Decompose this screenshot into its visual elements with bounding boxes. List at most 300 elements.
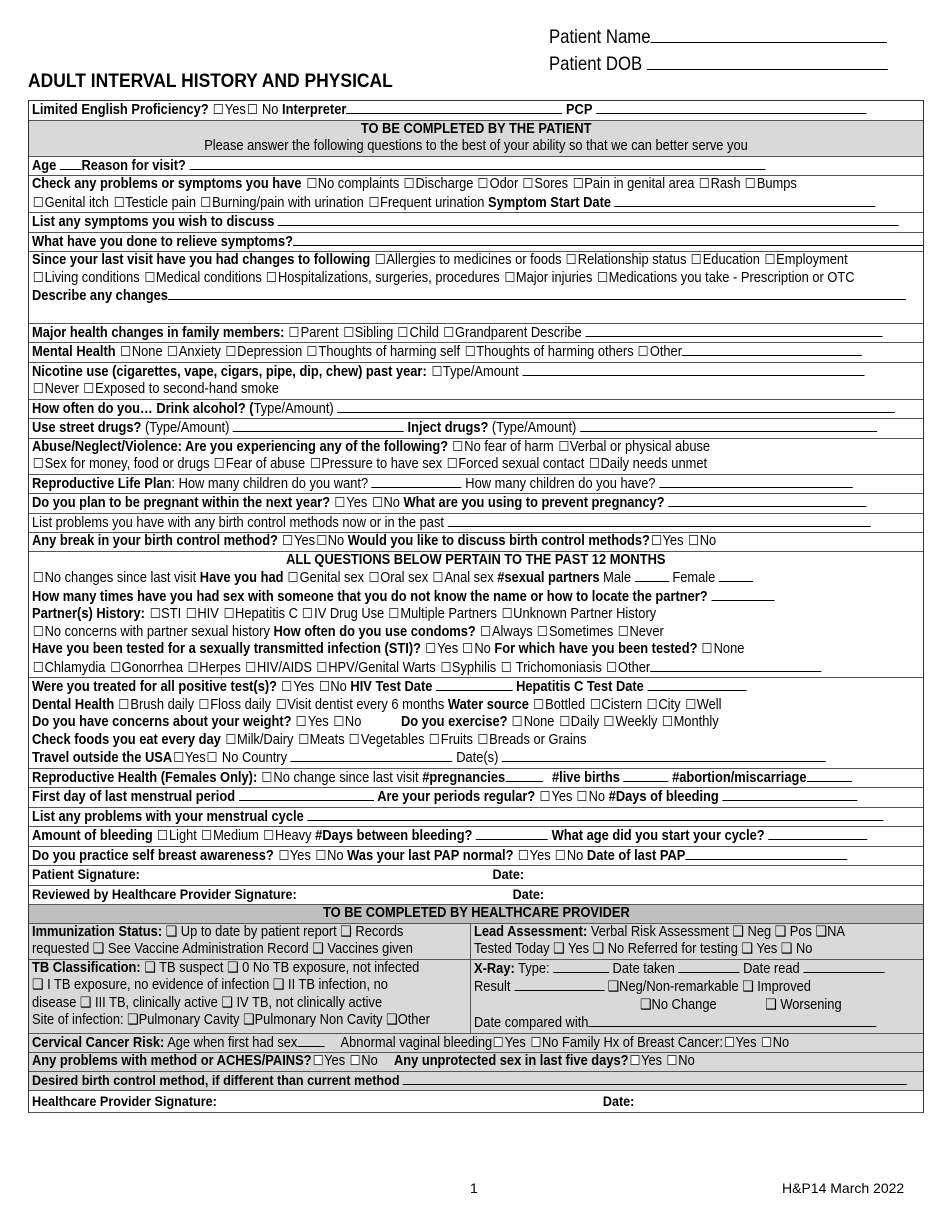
symptom-option: Discharge (415, 176, 474, 192)
bc-discuss-yes-checkbox[interactable] (652, 535, 661, 545)
sti-checkbox[interactable] (246, 662, 255, 672)
tb-label: TB Classification: (32, 959, 141, 976)
change-checkbox[interactable] (145, 272, 154, 282)
abuse-checkbox[interactable] (590, 458, 599, 468)
lead-cell (471, 924, 924, 959)
dental-checkbox[interactable] (276, 699, 285, 709)
tb-options-1[interactable]: ❑ TB suspect ❑ 0 No TB exposure, not infected (144, 959, 420, 976)
family-row (29, 324, 923, 344)
xray-nochange-option[interactable]: ❑No Change (639, 996, 717, 1013)
family-label: Major health changes in family members: (32, 324, 285, 341)
nicotine-exposed-label: Exposed to second-hand smoke (95, 381, 279, 397)
partners-male-field[interactable] (635, 569, 669, 582)
food-checkbox[interactable] (226, 734, 235, 744)
travel-yes-checkbox[interactable] (174, 752, 183, 762)
regular-yes-label: Yes (551, 789, 573, 805)
symptom-start-field[interactable] (615, 194, 876, 207)
symptom-checkbox[interactable] (479, 178, 488, 188)
abuse-checkbox[interactable] (448, 458, 457, 468)
sti-which-label: For which have you been tested? (494, 641, 698, 657)
lep-no-label: No (261, 102, 279, 118)
weight-yes-checkbox[interactable] (297, 716, 306, 726)
sex-type-checkbox[interactable] (434, 572, 443, 582)
abuse-checkbox[interactable] (34, 458, 43, 468)
change-checkbox[interactable] (267, 272, 276, 282)
provider-section-header (29, 905, 923, 924)
sex-type-option: Oral sex (380, 570, 429, 586)
relieve-field[interactable] (293, 233, 923, 246)
pap-yes-label: Yes (529, 847, 551, 864)
symptom-option: Pain in genital area (584, 176, 695, 192)
sex-nochange-checkbox[interactable] (34, 572, 43, 582)
treated-yes-checkbox[interactable] (282, 681, 291, 691)
dental-checkbox[interactable] (120, 699, 129, 709)
immunization-cell (29, 924, 471, 959)
mental-checkbox[interactable] (639, 346, 648, 356)
method-no-checkbox[interactable] (351, 1055, 360, 1065)
partner-history-checkbox[interactable] (187, 608, 196, 618)
condoms-option: Sometimes (548, 623, 614, 640)
patient-dob-label: Patient DOB (549, 53, 643, 75)
reason-field[interactable] (189, 157, 765, 170)
method-problems-label: Any problems with method or ACHES/PAINS? (32, 1053, 312, 1069)
method-no-label: No (361, 1053, 378, 1069)
condoms-label: How often do you use condoms? (273, 623, 476, 640)
lmp-field[interactable] (239, 788, 374, 801)
patient-signature-row[interactable] (29, 866, 923, 886)
condoms-checkbox[interactable] (481, 626, 490, 636)
nicotine-never-label: Never (44, 381, 79, 397)
family-checkbox[interactable] (399, 327, 408, 337)
bleeding-checkbox[interactable] (158, 830, 167, 840)
tb-xray-block (29, 960, 923, 1034)
sti-checkbox[interactable] (607, 662, 616, 672)
condoms-checkbox[interactable] (619, 626, 628, 636)
form-code: H&P14 March 2022 (782, 1180, 905, 1196)
bc-break-no-checkbox[interactable] (317, 535, 326, 545)
sti-checkbox[interactable] (34, 662, 43, 672)
symptom-checkbox[interactable] (700, 178, 709, 188)
bc-break-yes-checkbox[interactable] (283, 535, 292, 545)
partner-noconcern-label: No concerns with partner sexual history (44, 623, 270, 640)
mental-option: None (131, 344, 163, 360)
symptom-checkbox[interactable] (405, 178, 414, 188)
symptoms-label: Check any problems or symptoms you have (32, 176, 302, 192)
food-checkbox[interactable] (478, 734, 487, 744)
symptom-option: Frequent urination (380, 194, 485, 211)
patient-section-header (29, 121, 923, 139)
sex-type-checkbox[interactable] (369, 572, 378, 582)
change-option: Medical conditions (155, 269, 262, 286)
sti-tested-no-label: No (474, 641, 491, 657)
sti-tested-yes-label: Yes (437, 641, 459, 657)
bc-discuss-no-label: No (699, 533, 717, 549)
change-checkbox[interactable] (376, 254, 385, 264)
change-checkbox[interactable] (598, 272, 607, 282)
pregnant-yes-label: Yes (346, 495, 368, 511)
change-checkbox[interactable] (765, 254, 774, 264)
travel-country-label: Country (241, 750, 288, 766)
bleeding-days-label: #Days of bleeding (608, 789, 719, 805)
pregnant-no-checkbox[interactable] (373, 497, 382, 507)
family-option: Grandparent (455, 324, 528, 341)
unprotected-yes-label: Yes (641, 1053, 663, 1069)
symptom-start-label: Symptom Start Date (488, 194, 612, 211)
exercise-option: Daily (570, 714, 600, 730)
describe-changes-field[interactable] (168, 287, 906, 300)
cycle-problems-field[interactable] (307, 808, 883, 821)
sti-option: Trichomoniasis (515, 659, 602, 676)
symptom-option: Testicle pain (125, 194, 196, 211)
family-bc-no-label: No (772, 1034, 790, 1051)
symptom-checkbox[interactable] (34, 197, 43, 207)
street-drugs-field[interactable] (233, 419, 404, 432)
nicotine-exposed-checkbox[interactable] (84, 383, 93, 393)
lead-options-2[interactable]: Tested Today ❑ Yes ❑ No Referred for testing ❑ Yes ❑ No (473, 941, 812, 957)
method-problems-row (29, 1053, 923, 1072)
patient-section-title: TO BE COMPLETED BY THE PATIENT (360, 120, 592, 137)
weight-no-checkbox[interactable] (334, 716, 343, 726)
children-have-label: How many children do you have? (465, 475, 656, 492)
exercise-checkbox[interactable] (560, 716, 569, 726)
change-checkbox[interactable] (505, 272, 514, 282)
food-option: Milk/Dairy (236, 731, 294, 748)
bc-discuss-no-checkbox[interactable] (689, 535, 698, 545)
lep-yes-checkbox[interactable] (214, 104, 223, 114)
pap-yes-checkbox[interactable] (519, 850, 528, 860)
bc-problems-field[interactable] (448, 514, 871, 527)
partners-male-label: Male (603, 570, 632, 586)
inject-drugs-field[interactable] (580, 419, 877, 432)
nicotine-never-checkbox[interactable] (34, 383, 43, 393)
sex-type-option: Anal sex (444, 570, 494, 586)
water-option: Well (696, 696, 722, 713)
sex-nochange-label: No changes since last visit (44, 570, 197, 586)
patient-id-box (549, 24, 888, 78)
interpreter-field[interactable] (346, 101, 562, 114)
symptom-checkbox[interactable] (114, 197, 123, 207)
breast-yes-checkbox[interactable] (279, 850, 288, 860)
sti-checkbox[interactable] (441, 662, 450, 672)
change-option: Medications you take - Prescription or OTC (608, 269, 855, 286)
partner-noconcern-checkbox[interactable] (34, 626, 43, 636)
immunization-label: Immunization Status: (32, 923, 163, 940)
regular-no-label: No (588, 789, 606, 805)
dental-option: Visit dentist every 6 months (287, 696, 445, 713)
exercise-checkbox[interactable] (513, 716, 522, 726)
travel-label: Travel outside the USA (32, 750, 173, 766)
change-checkbox[interactable] (567, 254, 576, 264)
pregnancies-field[interactable] (505, 769, 543, 782)
xray-neg-options[interactable]: ❑Neg/Non-remarkable ❑ Improved (607, 979, 811, 995)
xray-compared-field[interactable] (588, 1014, 876, 1027)
partner-history-label: Partner(s) History: (32, 606, 145, 622)
live-births-field[interactable] (623, 769, 668, 782)
symptom-option: No complaints (317, 176, 400, 192)
age-row (29, 157, 923, 177)
family-bc-no-checkbox[interactable] (762, 1037, 771, 1047)
partner-history-row (29, 606, 923, 624)
patient-name-field[interactable] (651, 25, 888, 43)
travel-dates-field[interactable] (502, 749, 826, 762)
bc-problems-row (29, 514, 923, 534)
sti-none-label: None (713, 641, 745, 657)
between-label: #Days between bleeding? (315, 828, 473, 844)
abuse-checkbox[interactable] (559, 441, 568, 451)
nicotine-type-field[interactable] (522, 363, 864, 376)
nicotine-type-checkbox[interactable] (432, 366, 441, 376)
immunization-lead-block (29, 924, 923, 960)
xray-taken-label: Date taken (612, 960, 675, 977)
pcp-field[interactable] (596, 101, 866, 114)
partner-history-option: HIV (197, 606, 219, 622)
abuse-label: Abuse/Neglect/Violence: Are you experiencing any of the following? (32, 438, 449, 455)
reviewed-signature-row[interactable] (29, 886, 923, 906)
patient-dob-field[interactable] (647, 52, 888, 70)
mental-checkbox[interactable] (121, 346, 130, 356)
abuse-checkbox[interactable] (311, 458, 320, 468)
alcohol-type-label: Type/Amount) (253, 400, 334, 417)
partner-history-checkbox[interactable] (150, 608, 159, 618)
dental-label: Dental Health (32, 696, 115, 713)
exercise-checkbox[interactable] (663, 716, 672, 726)
food-checkbox[interactable] (430, 734, 439, 744)
nicotine-type-label: Type/Amount (442, 363, 519, 380)
symptoms-row-1 (29, 176, 923, 194)
unprotected-yes-checkbox[interactable] (630, 1055, 639, 1065)
mental-checkbox[interactable] (465, 346, 474, 356)
partners-female-field[interactable] (719, 569, 753, 582)
abortion-label: #abortion/miscarriage (672, 769, 807, 786)
mental-option: Other (649, 344, 683, 360)
treated-row (29, 678, 923, 697)
tb-options-2[interactable]: ❑ I TB exposure, no evidence of infection ❑ II TB infection, no (32, 977, 388, 993)
children-want-field[interactable] (372, 475, 462, 488)
exercise-option: Weekly (615, 714, 658, 730)
partner-history-checkbox[interactable] (502, 608, 511, 618)
repro-health-label: Reproductive Health (Females Only): (32, 769, 258, 786)
water-option: City (658, 696, 681, 713)
symptom-checkbox[interactable] (524, 178, 533, 188)
changes-row-2 (29, 270, 923, 288)
change-option: Living conditions (44, 269, 140, 286)
bc-break-yes-label: Yes (294, 533, 316, 549)
unprotected-no-checkbox[interactable] (667, 1055, 676, 1065)
drugs-row (29, 419, 923, 439)
sti-checkbox[interactable] (502, 662, 511, 672)
abuse-checkbox[interactable] (454, 441, 463, 451)
discuss-field[interactable] (278, 213, 899, 226)
food-option: Fruits (440, 731, 473, 748)
bleeding-checkbox[interactable] (264, 830, 273, 840)
cycle-problems-label: List any problems with your menstrual cycle (32, 808, 304, 825)
sex-type-checkbox[interactable] (289, 572, 298, 582)
immunization-options-2[interactable]: requested ❑ See Vaccine Administration Record ❑ Vaccines given (32, 941, 413, 957)
sti-other-field[interactable] (650, 659, 821, 672)
pregnant-yes-checkbox[interactable] (336, 497, 345, 507)
lead-options-1[interactable]: Verbal Risk Assessment ❑ Neg ❑ Pos ❑NA (590, 923, 845, 940)
family-describe-field[interactable] (585, 324, 882, 337)
alcohol-row (29, 400, 923, 420)
mental-checkbox[interactable] (308, 346, 317, 356)
weight-no-label: No (344, 714, 362, 730)
sti-options-row (29, 659, 923, 679)
alcohol-label: How often do you… Drink alcohol? ( (32, 400, 254, 417)
partner-history-checkbox[interactable] (390, 608, 399, 618)
prevent-field[interactable] (668, 494, 866, 507)
pap-date-field[interactable] (685, 847, 847, 860)
family-checkbox[interactable] (290, 327, 299, 337)
sti-tested-yes-checkbox[interactable] (426, 643, 435, 653)
bleeding-option: Heavy (275, 828, 312, 844)
condoms-checkbox[interactable] (538, 626, 547, 636)
symptom-checkbox[interactable] (573, 178, 582, 188)
change-checkbox[interactable] (692, 254, 701, 264)
symptom-checkbox[interactable] (307, 178, 316, 188)
breast-row (29, 847, 923, 867)
sti-option: HIV/AIDS (256, 659, 313, 676)
treated-no-checkbox[interactable] (320, 681, 329, 691)
change-checkbox[interactable] (34, 272, 43, 282)
changes-label: Since your last visit have you had changes to following (32, 252, 371, 268)
symptom-checkbox[interactable] (746, 178, 755, 188)
patient-instructions-row (29, 138, 923, 157)
symptom-checkbox[interactable] (201, 197, 210, 207)
cervical-age-field[interactable] (297, 1034, 324, 1047)
abuse-option: Sex for money, food or drugs (44, 456, 210, 472)
immunization-options-1[interactable]: ❑ Up to date by patient report ❑ Records (165, 923, 404, 940)
family-checkbox[interactable] (344, 327, 353, 337)
xray-read-label: Date read (742, 960, 800, 977)
dental-checkbox[interactable] (199, 699, 208, 709)
change-option: Major injuries (515, 269, 593, 286)
food-checkbox[interactable] (350, 734, 359, 744)
sti-checkbox[interactable] (188, 662, 197, 672)
tb-site-options[interactable]: Site of infection: ❑Pulmonary Cavity ❑Pulmonary Non Cavity ❑Other (32, 1012, 430, 1028)
desired-method-row (29, 1072, 923, 1092)
foods-row (29, 732, 923, 750)
water-checkbox[interactable] (534, 699, 543, 709)
mental-checkbox[interactable] (226, 346, 235, 356)
mental-checkbox[interactable] (168, 346, 177, 356)
mental-other-field[interactable] (682, 343, 862, 356)
sti-tested-no-checkbox[interactable] (464, 643, 473, 653)
sti-none-checkbox[interactable] (703, 643, 712, 653)
abuse-row-2 (29, 456, 923, 475)
lead-label: Lead Assessment: (473, 923, 587, 940)
abnormal-no-checkbox[interactable] (531, 1037, 540, 1047)
exercise-checkbox[interactable] (605, 716, 614, 726)
partners-label: #sexual partners (497, 570, 600, 586)
regular-yes-checkbox[interactable] (541, 791, 550, 801)
hiv-date-field[interactable] (436, 678, 513, 691)
symptom-option: Burning/pain with urination (212, 194, 364, 211)
family-checkbox[interactable] (444, 327, 453, 337)
xray-taken-field[interactable] (678, 960, 739, 973)
abnormal-yes-label: Yes (504, 1034, 526, 1051)
hepc-date-field[interactable] (647, 678, 746, 691)
symptom-checkbox[interactable] (369, 197, 378, 207)
breast-no-checkbox[interactable] (316, 850, 325, 860)
water-checkbox[interactable] (591, 699, 600, 709)
age-label: Age (32, 157, 57, 174)
page-number: 1 (470, 1180, 478, 1196)
mental-option: Thoughts of harming others (476, 344, 634, 360)
xray-type-label: Type: (517, 960, 550, 977)
pap-date-label: Date of last PAP (586, 847, 686, 864)
patient-signature-label: Patient Signature: (32, 866, 140, 882)
family-bc-yes-checkbox[interactable] (725, 1037, 734, 1047)
bc-break-row (29, 533, 923, 552)
age-field[interactable] (60, 157, 82, 170)
desired-method-field[interactable] (403, 1072, 907, 1085)
water-option: Cistern (601, 696, 643, 713)
bleeding-days-field[interactable] (722, 788, 857, 801)
breast-label: Do you practice self breast awareness? (32, 847, 274, 864)
bleeding-checkbox[interactable] (202, 830, 211, 840)
repro-nochange-checkbox[interactable] (263, 772, 272, 782)
live-births-label: #live births (551, 769, 620, 786)
treated-label: Were you treated for all positive test(s)? (32, 679, 278, 695)
bc-problems-label: List problems you have with any birth control methods now or in the past (32, 514, 444, 531)
travel-country-field[interactable] (291, 749, 453, 762)
children-have-field[interactable] (659, 475, 852, 488)
xray-read-field[interactable] (803, 960, 884, 973)
alcohol-field[interactable] (337, 400, 895, 413)
sti-checkbox[interactable] (317, 662, 326, 672)
sti-tested-row (29, 641, 923, 659)
abuse-option: Fear of abuse (225, 456, 306, 472)
water-checkbox[interactable] (648, 699, 657, 709)
partners-female-label: Female (672, 570, 716, 586)
unknown-partner-field[interactable] (711, 588, 774, 601)
pap-no-checkbox[interactable] (556, 850, 565, 860)
method-yes-checkbox[interactable] (313, 1055, 322, 1065)
xray-worsening-option[interactable]: ❑ Worsening (764, 996, 842, 1013)
cervical-age-label: Age when first had sex (167, 1034, 298, 1051)
abortion-field[interactable] (807, 769, 852, 782)
xray-type-field[interactable] (553, 960, 609, 973)
food-option: Vegetables (360, 731, 425, 748)
partner-history-option: STI (161, 606, 182, 622)
mental-option: Thoughts of harming self (318, 344, 461, 360)
regular-no-checkbox[interactable] (578, 791, 587, 801)
pregnant-row (29, 494, 923, 514)
prevent-label: What are you using to prevent pregnancy? (403, 495, 665, 511)
abnormal-yes-checkbox[interactable] (494, 1037, 503, 1047)
xray-result-field[interactable] (514, 978, 604, 991)
lep-no-checkbox[interactable] (248, 104, 257, 114)
partner-history-checkbox[interactable] (303, 608, 312, 618)
bleeding-label: Amount of bleeding (32, 828, 153, 844)
tb-options-3[interactable]: disease ❑ III TB, clinically active ❑ IV TB, not clinically active (32, 994, 383, 1011)
describe-changes-extra-line[interactable] (29, 306, 923, 324)
sti-checkbox[interactable] (111, 662, 120, 672)
water-checkbox[interactable] (686, 699, 695, 709)
between-field[interactable] (476, 827, 548, 840)
children-want-label: : How many children do you want? (171, 475, 369, 492)
food-checkbox[interactable] (299, 734, 308, 744)
reviewed-signature-label: Reviewed by Healthcare Provider Signature: (32, 885, 297, 902)
abuse-option: Verbal or physical abuse (569, 438, 711, 455)
abuse-checkbox[interactable] (215, 458, 224, 468)
change-option: Hospitalizations, surgeries, procedures (277, 269, 500, 286)
partner-history-checkbox[interactable] (224, 608, 233, 618)
sti-option: Other (617, 659, 651, 676)
provider-signature-row[interactable] (29, 1091, 923, 1113)
age-start-field[interactable] (768, 827, 867, 840)
travel-no-checkbox[interactable] (208, 752, 217, 762)
